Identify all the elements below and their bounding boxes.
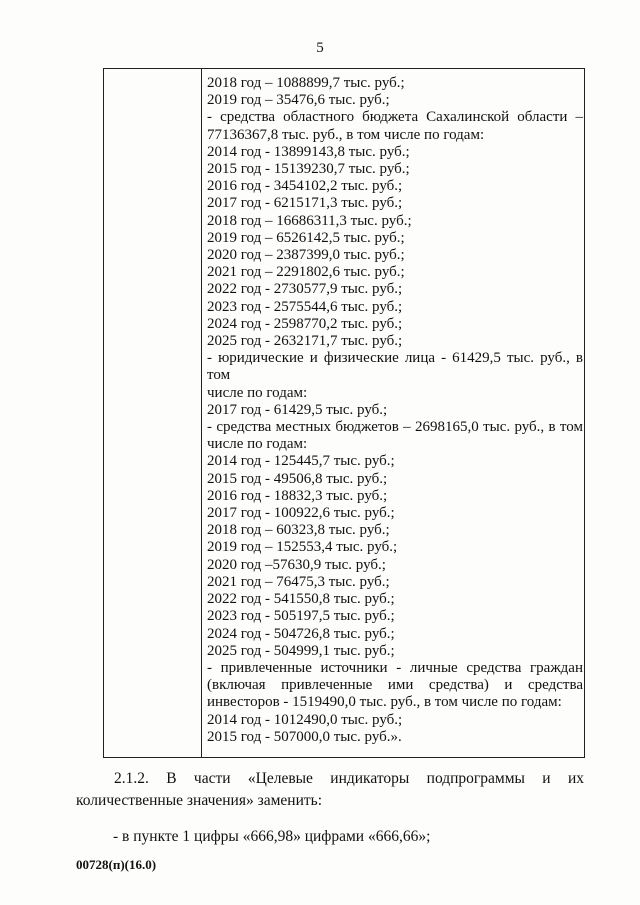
table-line: 77136367,8 тыс. руб., в том числе по годам:	[207, 126, 485, 143]
table-line: 2025 год - 504999,1 тыс. руб.;	[207, 642, 395, 659]
table-line: 2020 год – 2387399,0 тыс. руб.;	[207, 247, 405, 264]
table-line: 2016 год - 3454102,2 тыс. руб.;	[207, 178, 403, 195]
document-code: 00728(п)(16.0)	[76, 857, 157, 872]
table-right-cell	[207, 75, 583, 746]
table-line: числе по годам:	[207, 384, 308, 401]
table-line: 2014 год - 125445,7 тыс. руб.;	[207, 453, 395, 470]
table-line: 2018 год – 60323,8 тыс. руб.;	[207, 522, 390, 539]
table-line: 2024 год - 2598770,2 тыс. руб.;	[207, 315, 403, 332]
page-number: 5	[316, 40, 324, 56]
table-line: 2017 год - 6215171,3 тыс. руб.;	[207, 195, 403, 212]
table-line: 2018 год – 1088899,7 тыс. руб.;	[207, 75, 405, 91]
table-line: 2015 год - 507000,0 тыс. руб.».	[207, 728, 402, 745]
table-line: 2021 год – 76475,3 тыс. руб.;	[207, 573, 390, 590]
table-line: 2023 год - 505197,5 тыс. руб.;	[207, 608, 395, 625]
table-line: 2020 год –57630,9 тыс. руб.;	[207, 556, 386, 573]
table-line: инвесторов - 1519490,0 тыс. руб., в том числе по годам:	[207, 694, 562, 711]
table-line: 2019 год – 6526142,5 тыс. руб.;	[207, 229, 405, 246]
table-line: 2017 год - 100922,6 тыс. руб.;	[207, 505, 395, 522]
table-left-cell	[104, 69, 202, 757]
paragraph-target-indicators: 2.1.2. В части «Целевые индикаторы подпрограммы и их количественные значения» заменить:	[76, 770, 584, 809]
funding-table	[103, 68, 585, 758]
table-line: (включая привлеченные ими средства) и средства	[207, 677, 583, 694]
table-line: 2021 год – 2291802,6 тыс. руб.;	[207, 264, 405, 281]
table-line: 2014 год - 1012490,0 тыс. руб.;	[207, 711, 403, 728]
table-line: 2023 год - 2575544,6 тыс. руб.;	[207, 298, 403, 315]
paragraph-replace-figures: - в пункте 1 цифры «666,98» цифрами «666,66»;	[113, 828, 431, 845]
table-line: 2015 год - 15139230,7 тыс. руб.;	[207, 161, 410, 178]
table-line: числе по годам:	[207, 436, 308, 453]
table-line: - привлеченные источники - личные средства граждан	[207, 659, 583, 676]
table-line: 2014 год - 13899143,8 тыс. руб.;	[207, 143, 410, 160]
table-line: - средства областного бюджета Сахалинской области –	[207, 109, 583, 126]
table-line: 2019 год – 35476,6 тыс. руб.;	[207, 92, 390, 109]
table-line: 2019 год – 152553,4 тыс. руб.;	[207, 539, 398, 556]
table-line: 2016 год - 18832,3 тыс. руб.;	[207, 487, 388, 504]
table-line: 2025 год - 2632171,7 тыс. руб.;	[207, 333, 403, 350]
table-line: 2018 год – 16686311,3 тыс. руб.;	[207, 212, 412, 229]
table-line: - средства местных бюджетов – 2698165,0 тыс. руб., в том	[207, 419, 583, 436]
table-line: 2017 год - 61429,5 тыс. руб.;	[207, 401, 388, 418]
table-line: 2022 год - 2730577,9 тыс. руб.;	[207, 281, 403, 298]
table-line: 2015 год - 49506,8 тыс. руб.;	[207, 470, 388, 487]
table-line: - юридические и физические лица - 61429,5 тыс. руб., в том	[207, 350, 583, 384]
table-line: 2022 год - 541550,8 тыс. руб.;	[207, 591, 395, 608]
table-line: 2024 год - 504726,8 тыс. руб.;	[207, 625, 395, 642]
